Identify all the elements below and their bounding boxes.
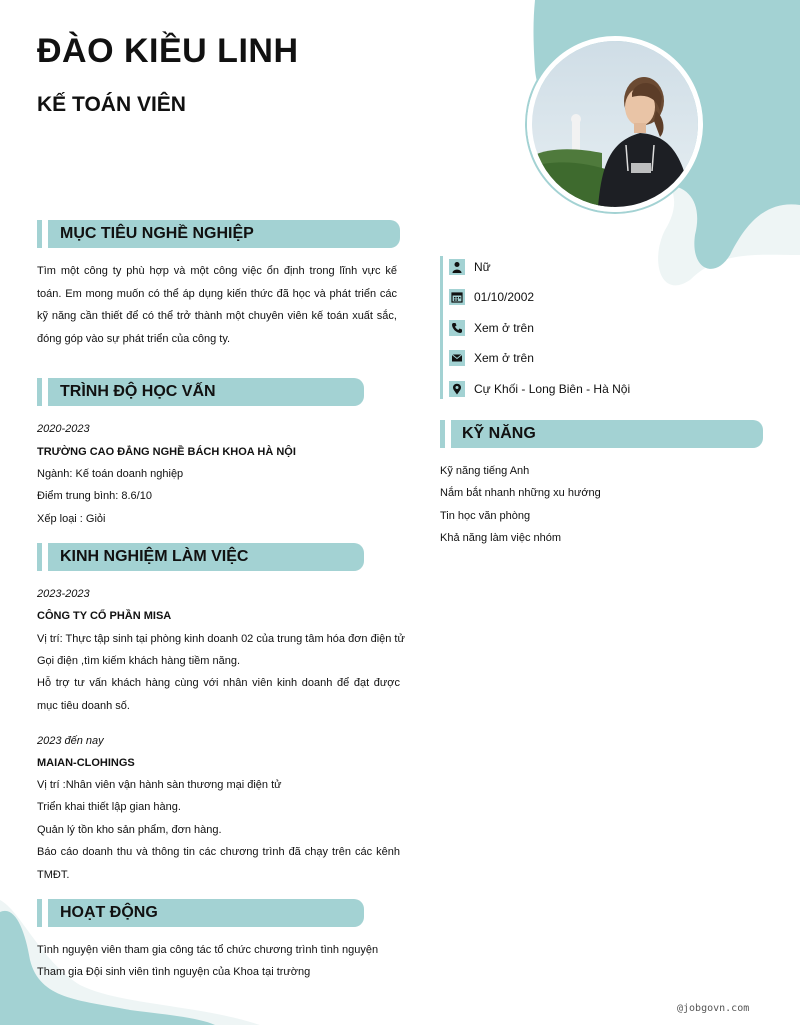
job-period: 2023-2023 — [37, 588, 90, 600]
education-school: TRƯỜNG CAO ĐẲNG NGHỀ BÁCH KHOA HÀ NỘI — [37, 446, 296, 458]
job-line: Vị trí :Nhân viên vận hành sàn thương mại điện tử — [37, 779, 282, 791]
skills-heading — [440, 420, 763, 448]
education-heading — [37, 378, 364, 406]
contact-address — [449, 381, 630, 397]
activities-title: HOẠT ĐỘNG — [48, 899, 364, 927]
job-company: MAIAN-CLOHINGS — [37, 757, 135, 769]
job-line: Gọi điện ,tìm kiếm khách hàng tiềm năng. — [37, 655, 240, 667]
skill-item: Tin học văn phòng — [440, 510, 531, 522]
mail-icon — [449, 350, 465, 366]
job-line: Báo cáo doanh thu và thông tin các chương trình đã chạy trên các kênh TMĐT. — [37, 846, 400, 881]
objective-heading — [37, 220, 400, 248]
job-company: CÔNG TY CỔ PHẦN MISA — [37, 610, 172, 622]
education-major: Ngành: Kế toán doanh nghiệp — [37, 468, 184, 480]
education-title: TRÌNH ĐỘ HỌC VẤN — [48, 378, 364, 406]
job-period: 2023 đến nay — [37, 735, 104, 747]
experience-heading — [37, 543, 364, 571]
address-text: Cự Khối - Long Biên - Hà Nội — [474, 382, 631, 396]
job-title: KẾ TOÁN VIÊN — [37, 93, 186, 116]
contact-gender — [449, 259, 491, 275]
contact-phone — [449, 320, 534, 336]
contact-email — [449, 350, 534, 366]
job-line: Hỗ trợ tư vấn khách hàng cùng với nhân viên kinh doanh để đạt được mục tiêu doanh số. — [37, 677, 400, 712]
gender-text: Nữ — [474, 260, 491, 274]
contact-divider — [440, 256, 443, 399]
phone-text: Xem ở trên — [474, 321, 534, 335]
location-pin-icon — [449, 381, 465, 397]
birthday-text: 01/10/2002 — [474, 290, 535, 304]
objective-text: Tìm một công ty phù hợp và một công việc ổn định trong lĩnh vực kế toán. Em mong muốn có thể áp dụng kiến thức đã học và phát triển các kỹ năng cần thiết để có thể trở thành một chuyên viên kế toán xuất sắc, đóng góp vào sự phát triển của công ty. — [37, 265, 397, 345]
calendar-icon — [449, 289, 465, 305]
contact-birthday — [449, 289, 534, 305]
education-gpa: Điểm trung bình: 8.6/10 — [37, 490, 152, 502]
education-rank: Xếp loại : Giỏi — [37, 513, 106, 525]
candidate-name: ĐÀO KIỀU LINH — [37, 32, 299, 70]
activity-item: Tham gia Đội sinh viên tình nguyện của Khoa tại trường — [37, 966, 311, 978]
experience-title: KINH NGHIỆM LÀM VIỆC — [48, 543, 364, 571]
footer-watermark: @jobgovn.com — [677, 1003, 750, 1014]
skill-item: Nắm bắt nhanh những xu hướng — [440, 487, 601, 499]
skill-item: Kỹ năng tiếng Anh — [440, 465, 530, 477]
email-text: Xem ở trên — [474, 351, 534, 365]
activity-item: Tình nguyện viên tham gia công tác tổ chức chương trình tình nguyện — [37, 944, 379, 956]
avatar — [527, 36, 703, 212]
objective-title: MỤC TIÊU NGHỀ NGHIỆP — [48, 220, 400, 248]
job-line: Quản lý tồn kho sản phẩm, đơn hàng. — [37, 824, 222, 836]
skill-item: Khả năng làm việc nhóm — [440, 532, 562, 544]
activities-heading — [37, 899, 364, 927]
job-line: Vị trí: Thực tập sinh tại phòng kinh doanh 02 của trung tâm hóa đơn điện tử — [37, 633, 405, 645]
job-line: Triển khai thiết lập gian hàng. — [37, 801, 181, 813]
education-period: 2020-2023 — [37, 423, 90, 435]
skills-title: KỸ NĂNG — [451, 420, 763, 448]
person-icon — [449, 259, 465, 275]
phone-icon — [449, 320, 465, 336]
